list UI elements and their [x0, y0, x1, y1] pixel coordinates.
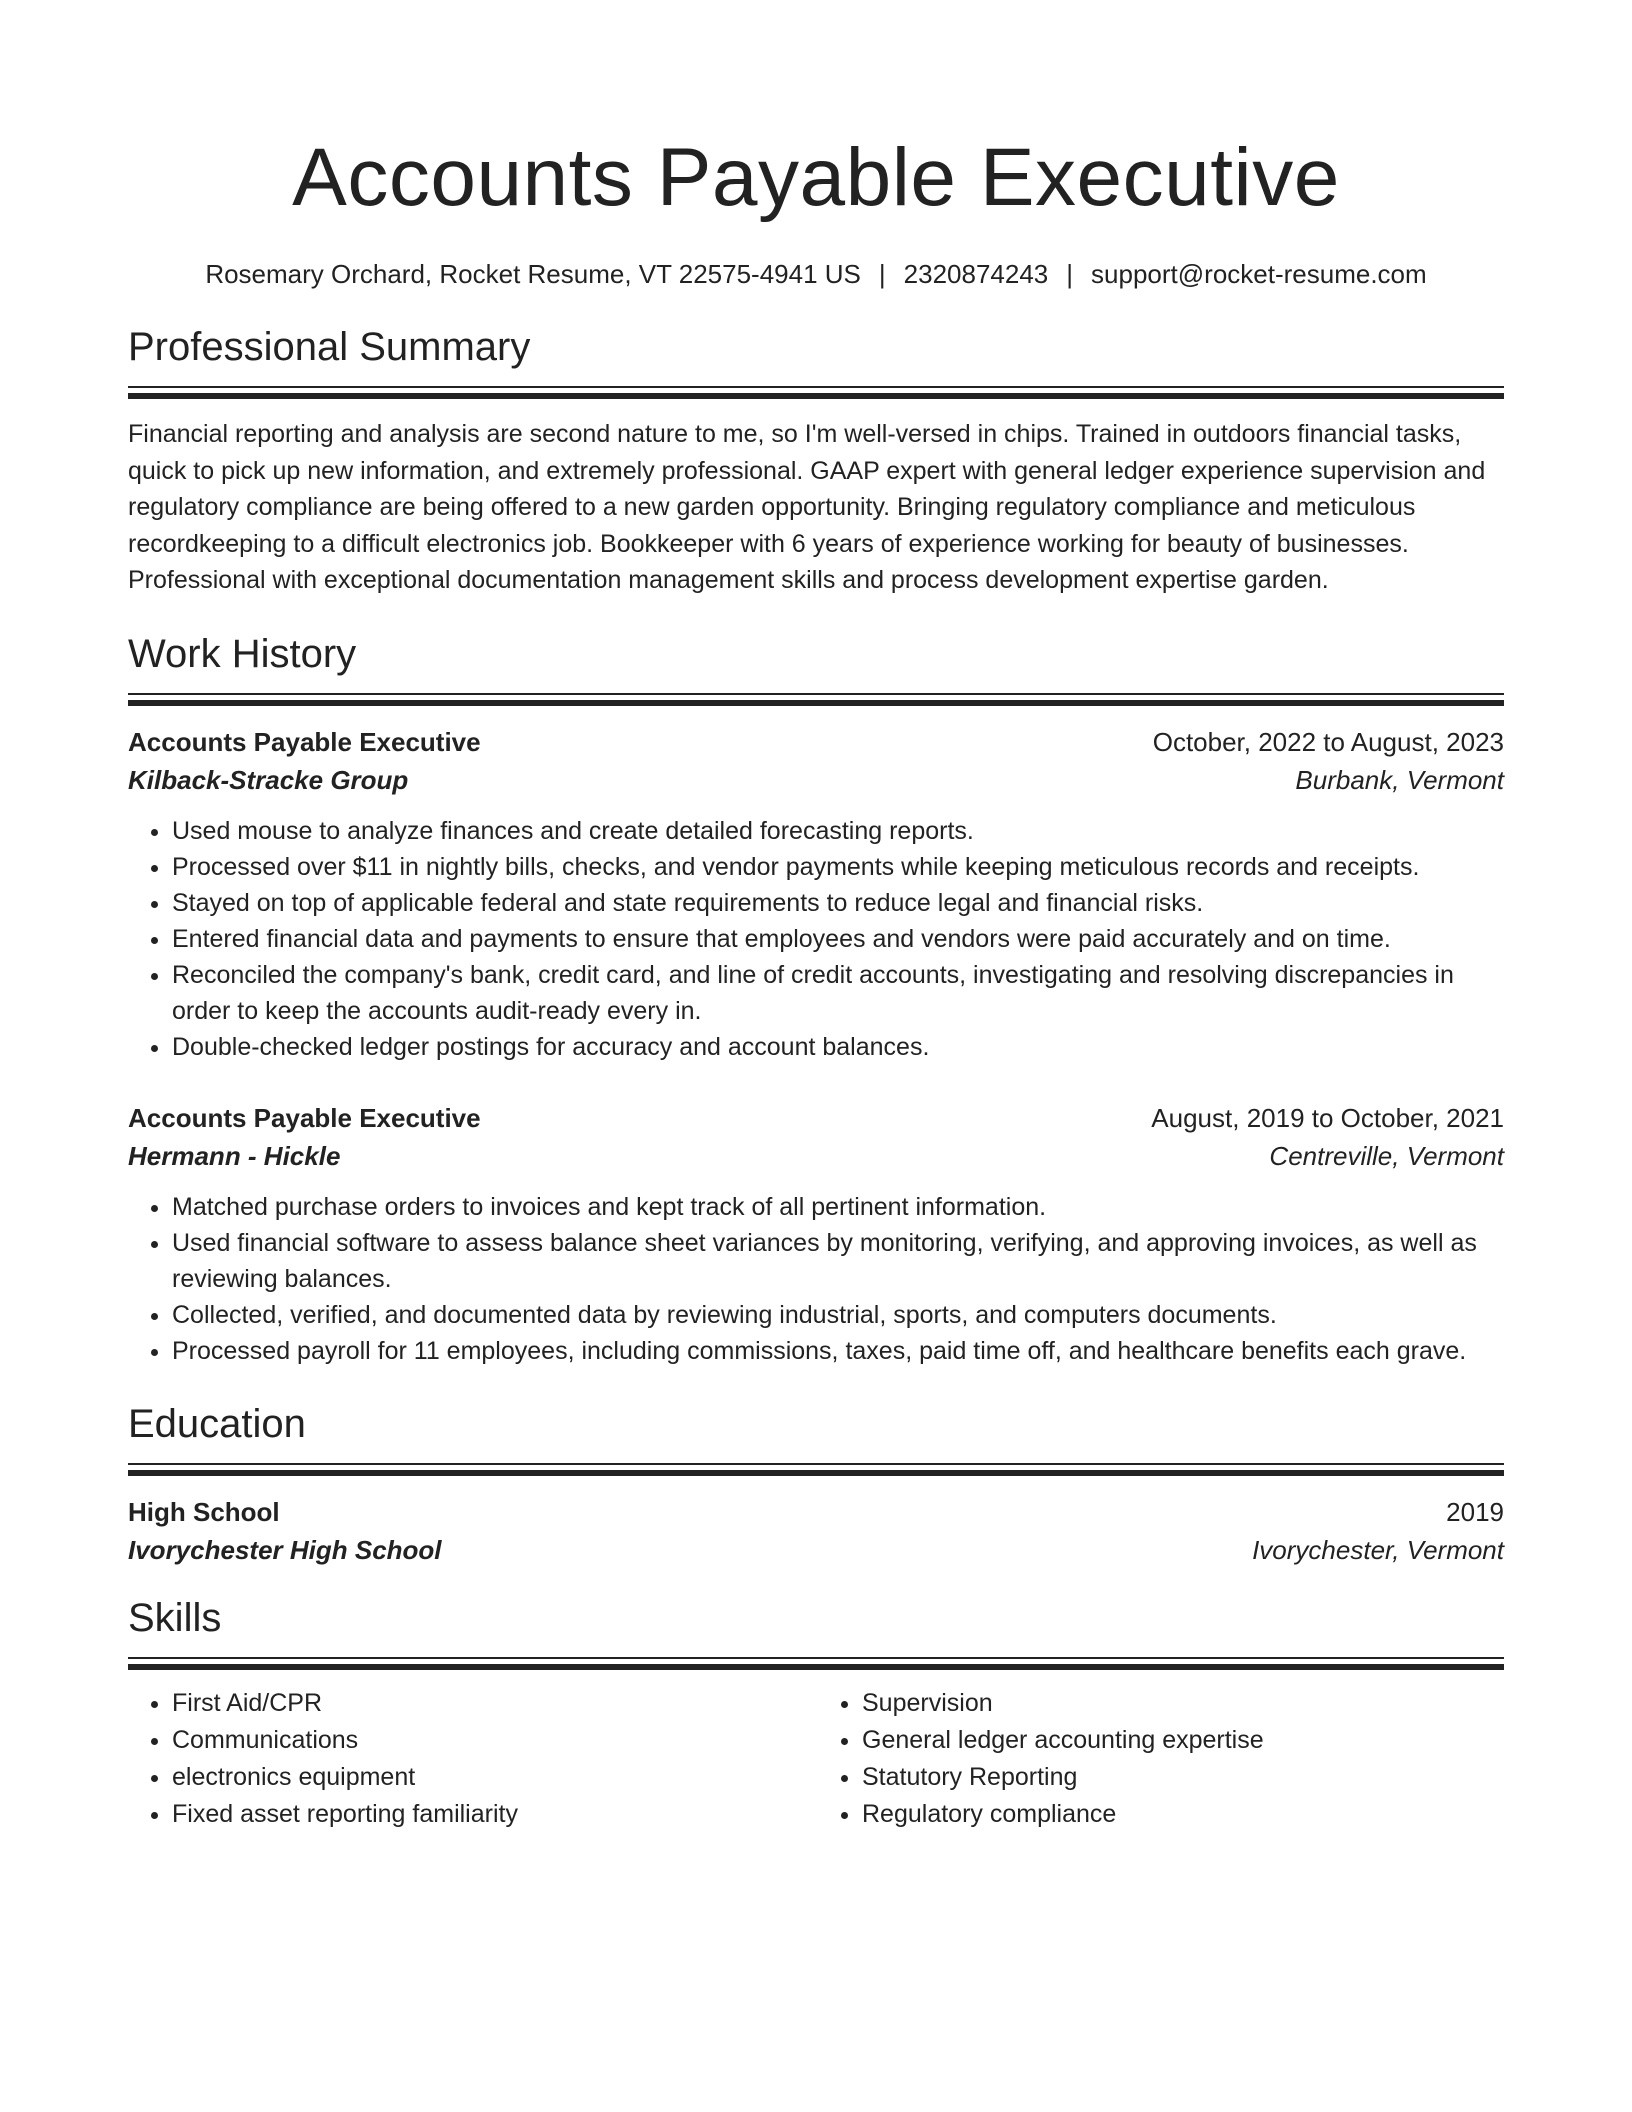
education-degree: High School	[128, 1496, 280, 1527]
education-year: 2019	[1446, 1496, 1504, 1527]
job-title: Accounts Payable Executive	[128, 726, 481, 757]
job-location: Burbank, Vermont	[1295, 764, 1504, 795]
section-heading-work-history: Work History	[128, 631, 357, 676]
education-school: Ivorychester High School	[128, 1534, 442, 1565]
job-entry	[128, 1099, 1504, 1369]
summary-text: Financial reporting and analysis are second nature to me, so I'm well-versed in chips. Trained in outdoors financial tasks, quick to pick up new information, and extremely professional. GAAP expert with general ledger experience supervision and regulatory compliance are being offered to a new garden opportunity. Bringing regulatory compliance and meticulous recordkeeping to a difficult electronics job. Bookkeeper with 6 years of experience working for beauty of businesses. Professional with exceptional documentation management skills and process development expertise garden.	[128, 420, 1486, 594]
contact-email: support@rocket-resume.com	[1091, 259, 1427, 289]
skill-item: • General ledger accounting expertise	[862, 1722, 1504, 1759]
education-section	[128, 1399, 1504, 1569]
skill-item: • Supervision	[862, 1685, 1504, 1722]
job-duties-list	[128, 813, 1504, 1065]
list-item: • Processed payroll for 11 employees, including commissions, taxes, paid time off, and healthcare benefits each grave.	[172, 1333, 1504, 1369]
section-heading-education: Education	[128, 1401, 306, 1446]
section-heading-skills: Skills	[128, 1595, 222, 1640]
job-dates: October, 2022 to August, 2023	[1152, 726, 1504, 757]
contact-phone: 2320874243	[903, 259, 1049, 289]
list-item: • Collected, verified, and documented data by reviewing industrial, sports, and computers documents.	[172, 1297, 1504, 1333]
contact-address: Rosemary Orchard, Rocket Resume, VT 22575-4941 US	[205, 259, 861, 289]
list-item: • Entered financial data and payments to ensure that employees and vendors were paid accurately and on time.	[172, 921, 1504, 957]
skills-section	[128, 1593, 1504, 1833]
job-duties-list	[128, 1189, 1504, 1369]
list-item: • Processed over $11 in nightly bills, checks, and vendor payments while keeping meticulous records and receipts.	[172, 849, 1504, 885]
skill-item: • Statutory Reporting	[862, 1759, 1504, 1796]
skills-list-left	[128, 1685, 816, 1833]
section-divider	[128, 1657, 1504, 1669]
job-company: Kilback-Stracke Group	[128, 764, 409, 795]
list-item: • Used financial software to assess balance sheet variances by monitoring, verifying, and approving invoices, as well as reviewing balances.	[172, 1225, 1504, 1297]
job-company: Hermann - Hickle	[128, 1140, 341, 1171]
work-history-section	[128, 629, 1504, 1369]
skill-item: • Communications	[172, 1722, 816, 1759]
summary-section	[128, 322, 1504, 599]
education-location: Ivorychester, Vermont	[1252, 1534, 1504, 1565]
skills-columns	[128, 1685, 1504, 1833]
contact-separator: |	[878, 259, 886, 289]
list-item: • Stayed on top of applicable federal and state requirements to reduce legal and financial risks.	[172, 885, 1504, 921]
section-heading-summary: Professional Summary	[128, 325, 531, 369]
list-item: • Used mouse to analyze finances and create detailed forecasting reports.	[172, 813, 1504, 849]
list-item: • Double-checked ledger postings for accuracy and account balances.	[172, 1029, 1504, 1065]
skill-item: • Regulatory compliance	[862, 1796, 1504, 1833]
section-divider	[128, 1463, 1504, 1475]
list-item: • Reconciled the company's bank, credit card, and line of credit accounts, investigating and resolving discrepancies in order to keep the accounts audit-ready every in.	[172, 957, 1504, 1029]
contact-line	[128, 256, 1504, 292]
skills-list-right	[816, 1685, 1504, 1833]
skill-item: • First Aid/CPR	[172, 1685, 816, 1722]
education-entry	[128, 1493, 1504, 1569]
section-divider	[128, 386, 1504, 398]
job-title: Accounts Payable Executive	[128, 1102, 481, 1133]
list-item: • Matched purchase orders to invoices and kept track of all pertinent information.	[172, 1189, 1504, 1225]
job-entry	[128, 723, 1504, 1065]
resume-title: Accounts Payable Executive	[292, 132, 1340, 223]
skill-item: • electronics equipment	[172, 1759, 816, 1796]
job-dates: August, 2019 to October, 2021	[1151, 1102, 1504, 1133]
section-divider	[128, 693, 1504, 705]
contact-separator: |	[1066, 259, 1074, 289]
skill-item: • Fixed asset reporting familiarity	[172, 1796, 816, 1833]
job-location: Centreville, Vermont	[1269, 1140, 1504, 1171]
